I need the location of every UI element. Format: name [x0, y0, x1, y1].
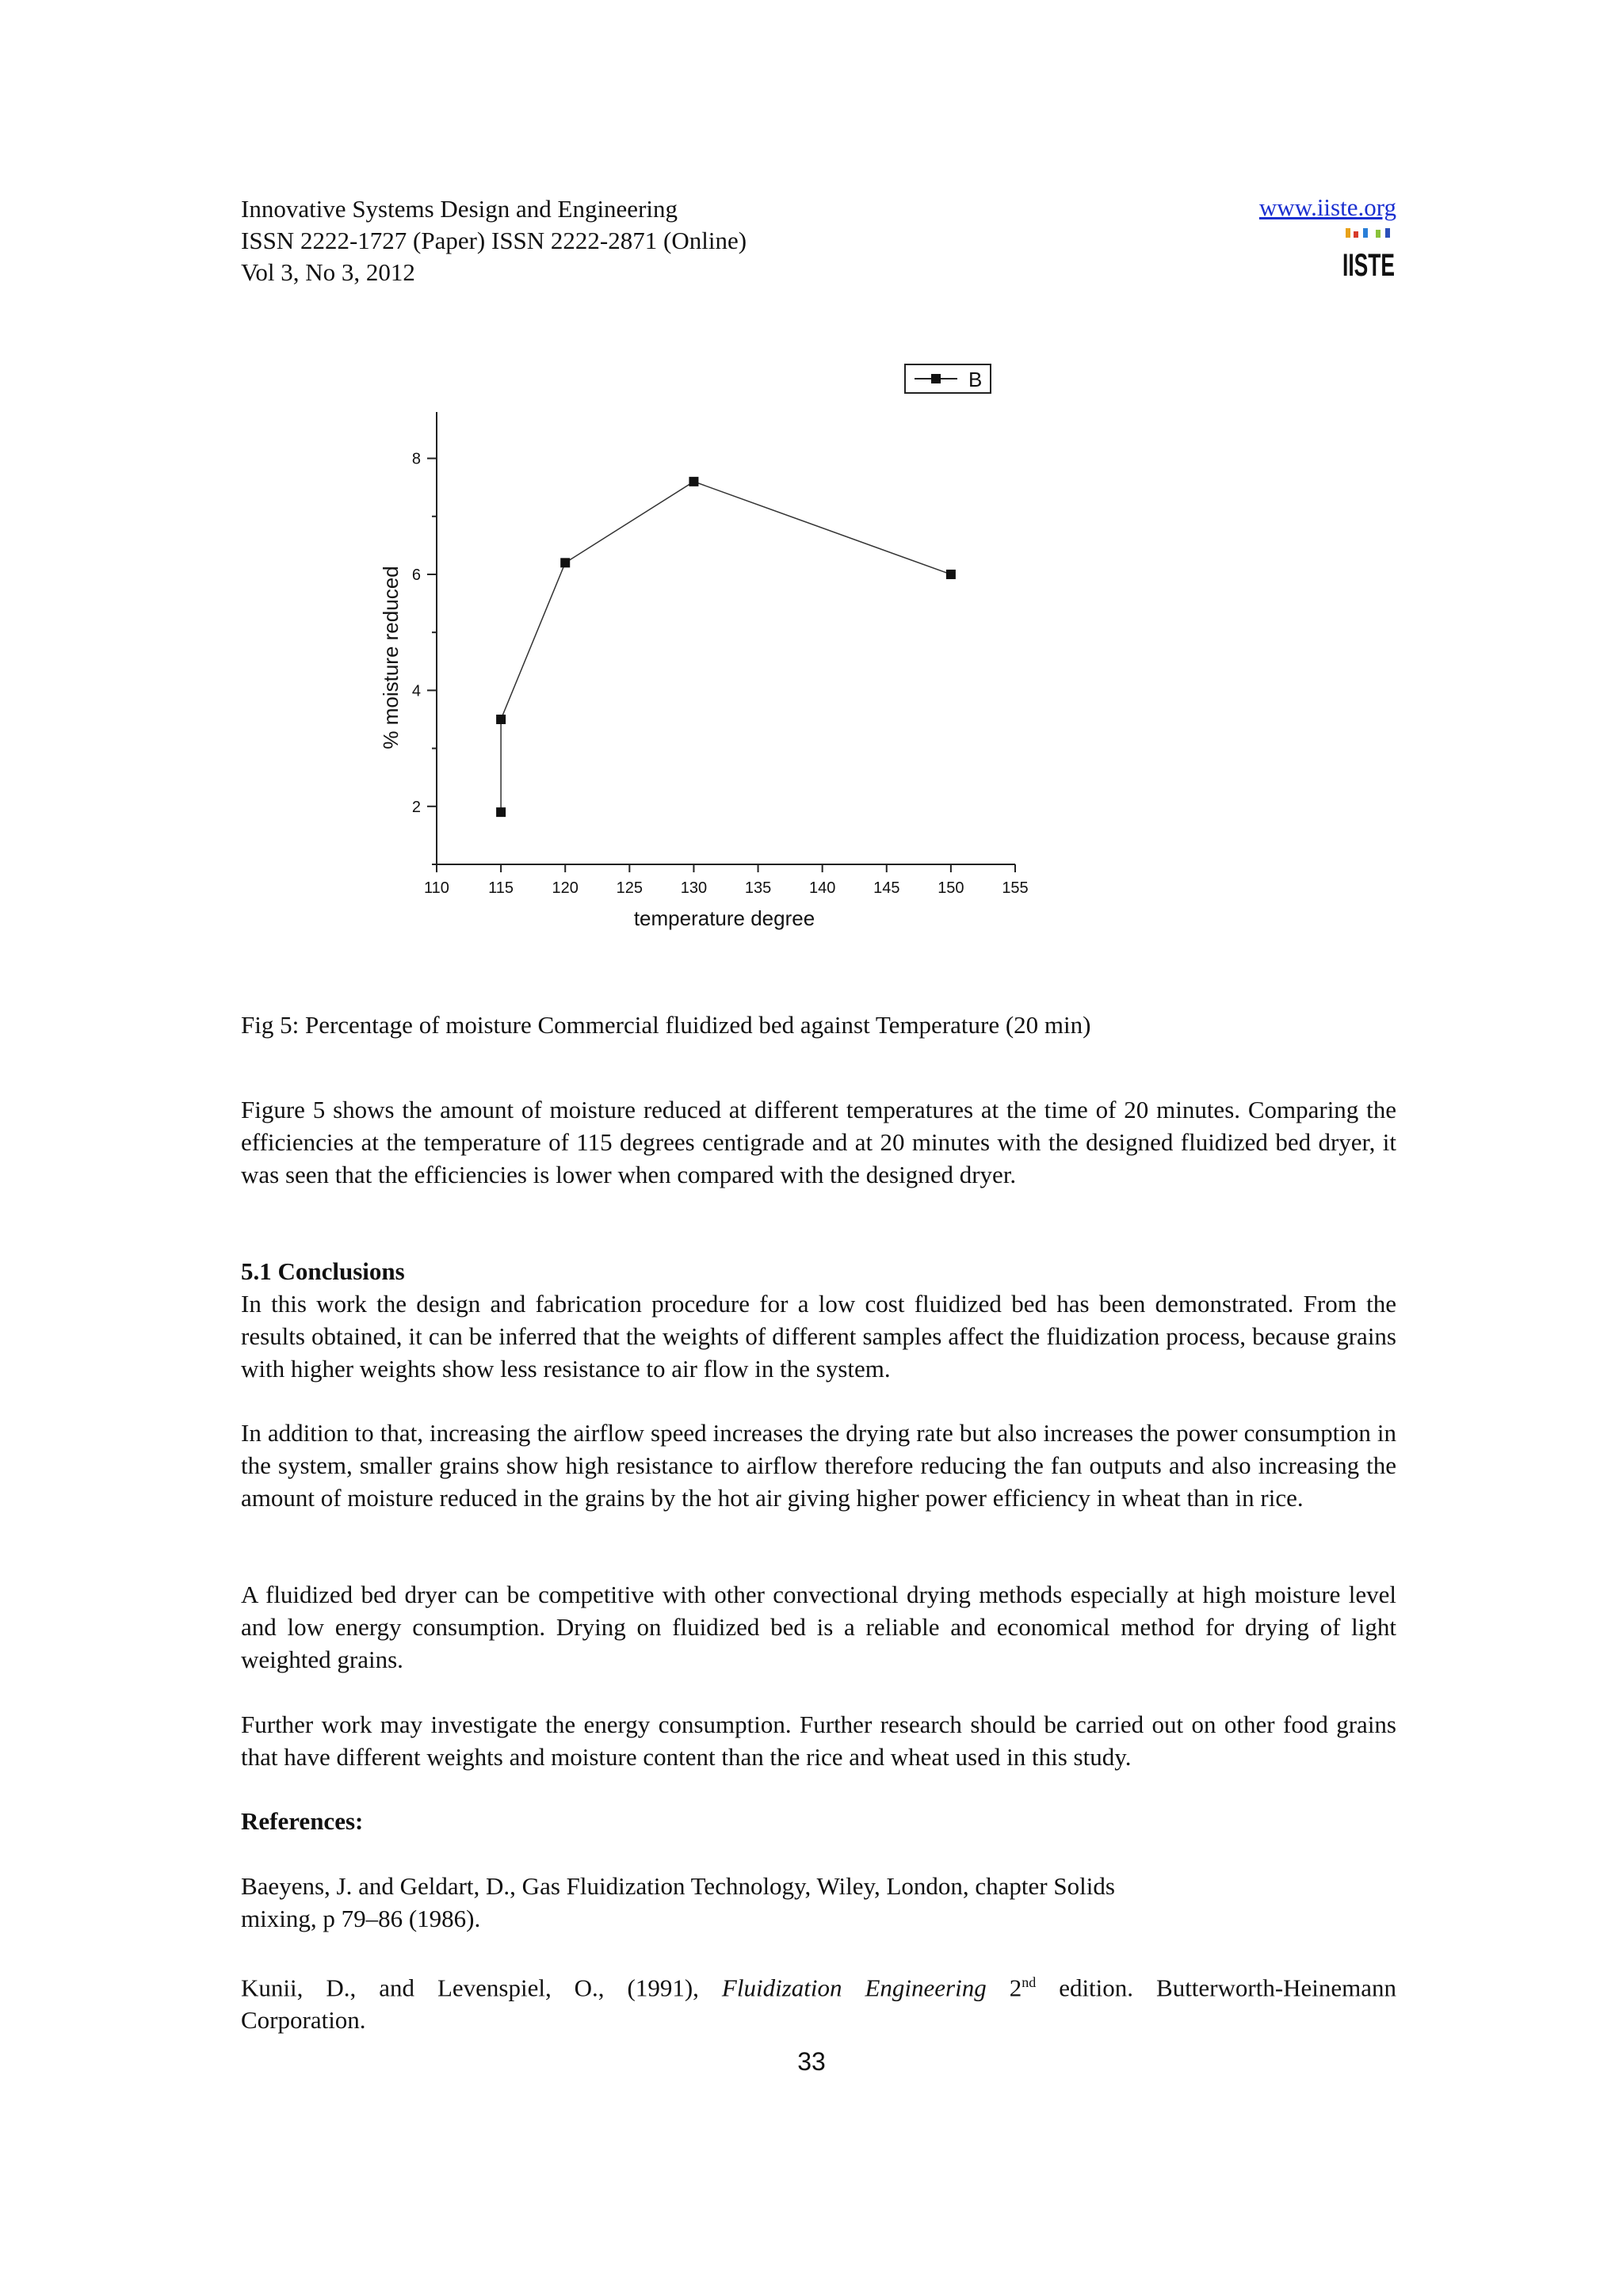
legend	[905, 364, 991, 393]
series-b	[496, 477, 956, 817]
paragraph-1	[241, 1093, 1396, 1191]
reference-1-line-2: mixing, p 79–86 (1986).	[241, 1905, 481, 1932]
reference-1	[241, 1870, 1396, 1935]
x-tick-label: 140	[808, 879, 836, 897]
paragraph-2: In this work the design and fabrication procedure for a low cost fluidized bed has been demonstrated. From the results obtained, it can be inferred that the weights of different samples affect the fluidization process, because grains with higher weights show less resistance to air flow in the system.	[241, 1290, 1396, 1383]
references-heading-text: References:	[241, 1807, 364, 1835]
y-tick-label: 4	[411, 682, 421, 700]
legend-marker	[931, 374, 941, 383]
reference-2-title: Fluidization Engineering	[721, 1974, 987, 2002]
references-heading	[241, 1805, 1396, 1837]
reference-2-authors: Kunii, D., and Levenspiel, O., (1991),	[241, 1974, 699, 2002]
paragraph-1-text: Figure 5 shows the amount of moisture reduced at different temperatures at the time of 20 minutes. Comparing the efficiencies at the temperature of 115 degrees centigrade and at 20 minutes with the designed fluidized bed dryer, it was seen that the efficiencies is lower when compared with the designed dryer.	[241, 1096, 1396, 1188]
x-tick-label: 110	[424, 879, 449, 897]
reference-2	[241, 1966, 1396, 2036]
moisture-chart	[0, 0, 1623, 998]
y-tick-label: 2	[411, 798, 421, 816]
series-line	[501, 482, 951, 812]
svg-text:IISTE: IISTE	[1342, 248, 1395, 283]
journal-title: Innovative Systems Design and Engineering	[241, 195, 678, 223]
data-point	[946, 570, 956, 579]
data-point	[560, 558, 570, 567]
y-axis-label: % moisture reduced	[379, 566, 403, 749]
website-link[interactable]: www.iiste.org	[1258, 193, 1396, 221]
legend-label: B	[968, 368, 983, 391]
reference-2-line-2: Corporation.	[241, 2006, 366, 2035]
conclusions-section	[241, 1255, 1396, 1385]
x-tick-label: 155	[1002, 879, 1029, 897]
reference-2-edition-number: 2	[1009, 1974, 1022, 2002]
reference-2-line-1	[241, 1966, 1396, 2004]
conclusions-heading: 5.1 Conclusions	[241, 1257, 405, 1285]
x-tick-label: 125	[616, 879, 643, 897]
x-tick-label: 135	[744, 879, 772, 897]
paragraph-4: A fluidized bed dryer can be competitive with other convectional drying methods especially at high moisture level and low energy consumption. Drying on fluidized bed is a reliable and economical method for drying of light weighted grains.	[241, 1581, 1396, 1673]
data-point	[689, 477, 698, 486]
y-tick-label: 8	[411, 450, 421, 468]
paragraph-3: In addition to that, increasing the airflow speed increases the drying rate but also increases the power consumption in the system, smaller grains show high resistance to airflow therefore reducing the fan outputs and also increasing the amount of moisture reduced in the grains by the hot air giving higher power efficiency in wheat than in rice.	[241, 1419, 1396, 1512]
journal-volume: Vol 3, No 3, 2012	[241, 258, 415, 286]
data-point	[496, 807, 506, 817]
x-tick-label: 130	[680, 879, 708, 897]
journal-issn: ISSN 2222-1727 (Paper) ISSN 2222-2871 (Online)	[241, 227, 747, 254]
data-point	[496, 715, 506, 724]
x-tick-label: 150	[938, 879, 964, 897]
x-tick-label: 120	[552, 879, 579, 897]
reference-2-edition-suffix: nd	[1022, 1974, 1037, 1990]
y-tick-label: 6	[411, 566, 421, 584]
paragraph-5: Further work may investigate the energy consumption. Further research should be carried out on other food grains that have different weights and moisture content than the rice and wheat used in this study.	[241, 1711, 1396, 1771]
reference-1-line-1: Baeyens, J. and Geldart, D., Gas Fluidization Technology, Wiley, London, chapter Solids	[241, 1872, 1115, 1900]
x-axis-ticks	[424, 864, 1029, 897]
figure-caption: Fig 5: Percentage of moisture Commercial fluidized bed against Temperature (20 min)	[241, 1011, 1091, 1039]
page-number: 33	[797, 2047, 826, 2076]
chart-axes	[437, 412, 1015, 864]
y-axis-ticks	[412, 451, 437, 864]
x-tick-label: 145	[873, 879, 900, 897]
x-tick-label: 115	[488, 879, 514, 897]
reference-2-publisher: edition. Butterworth-Heinemann	[1059, 1974, 1397, 2002]
x-axis-label: temperature degree	[633, 906, 815, 930]
